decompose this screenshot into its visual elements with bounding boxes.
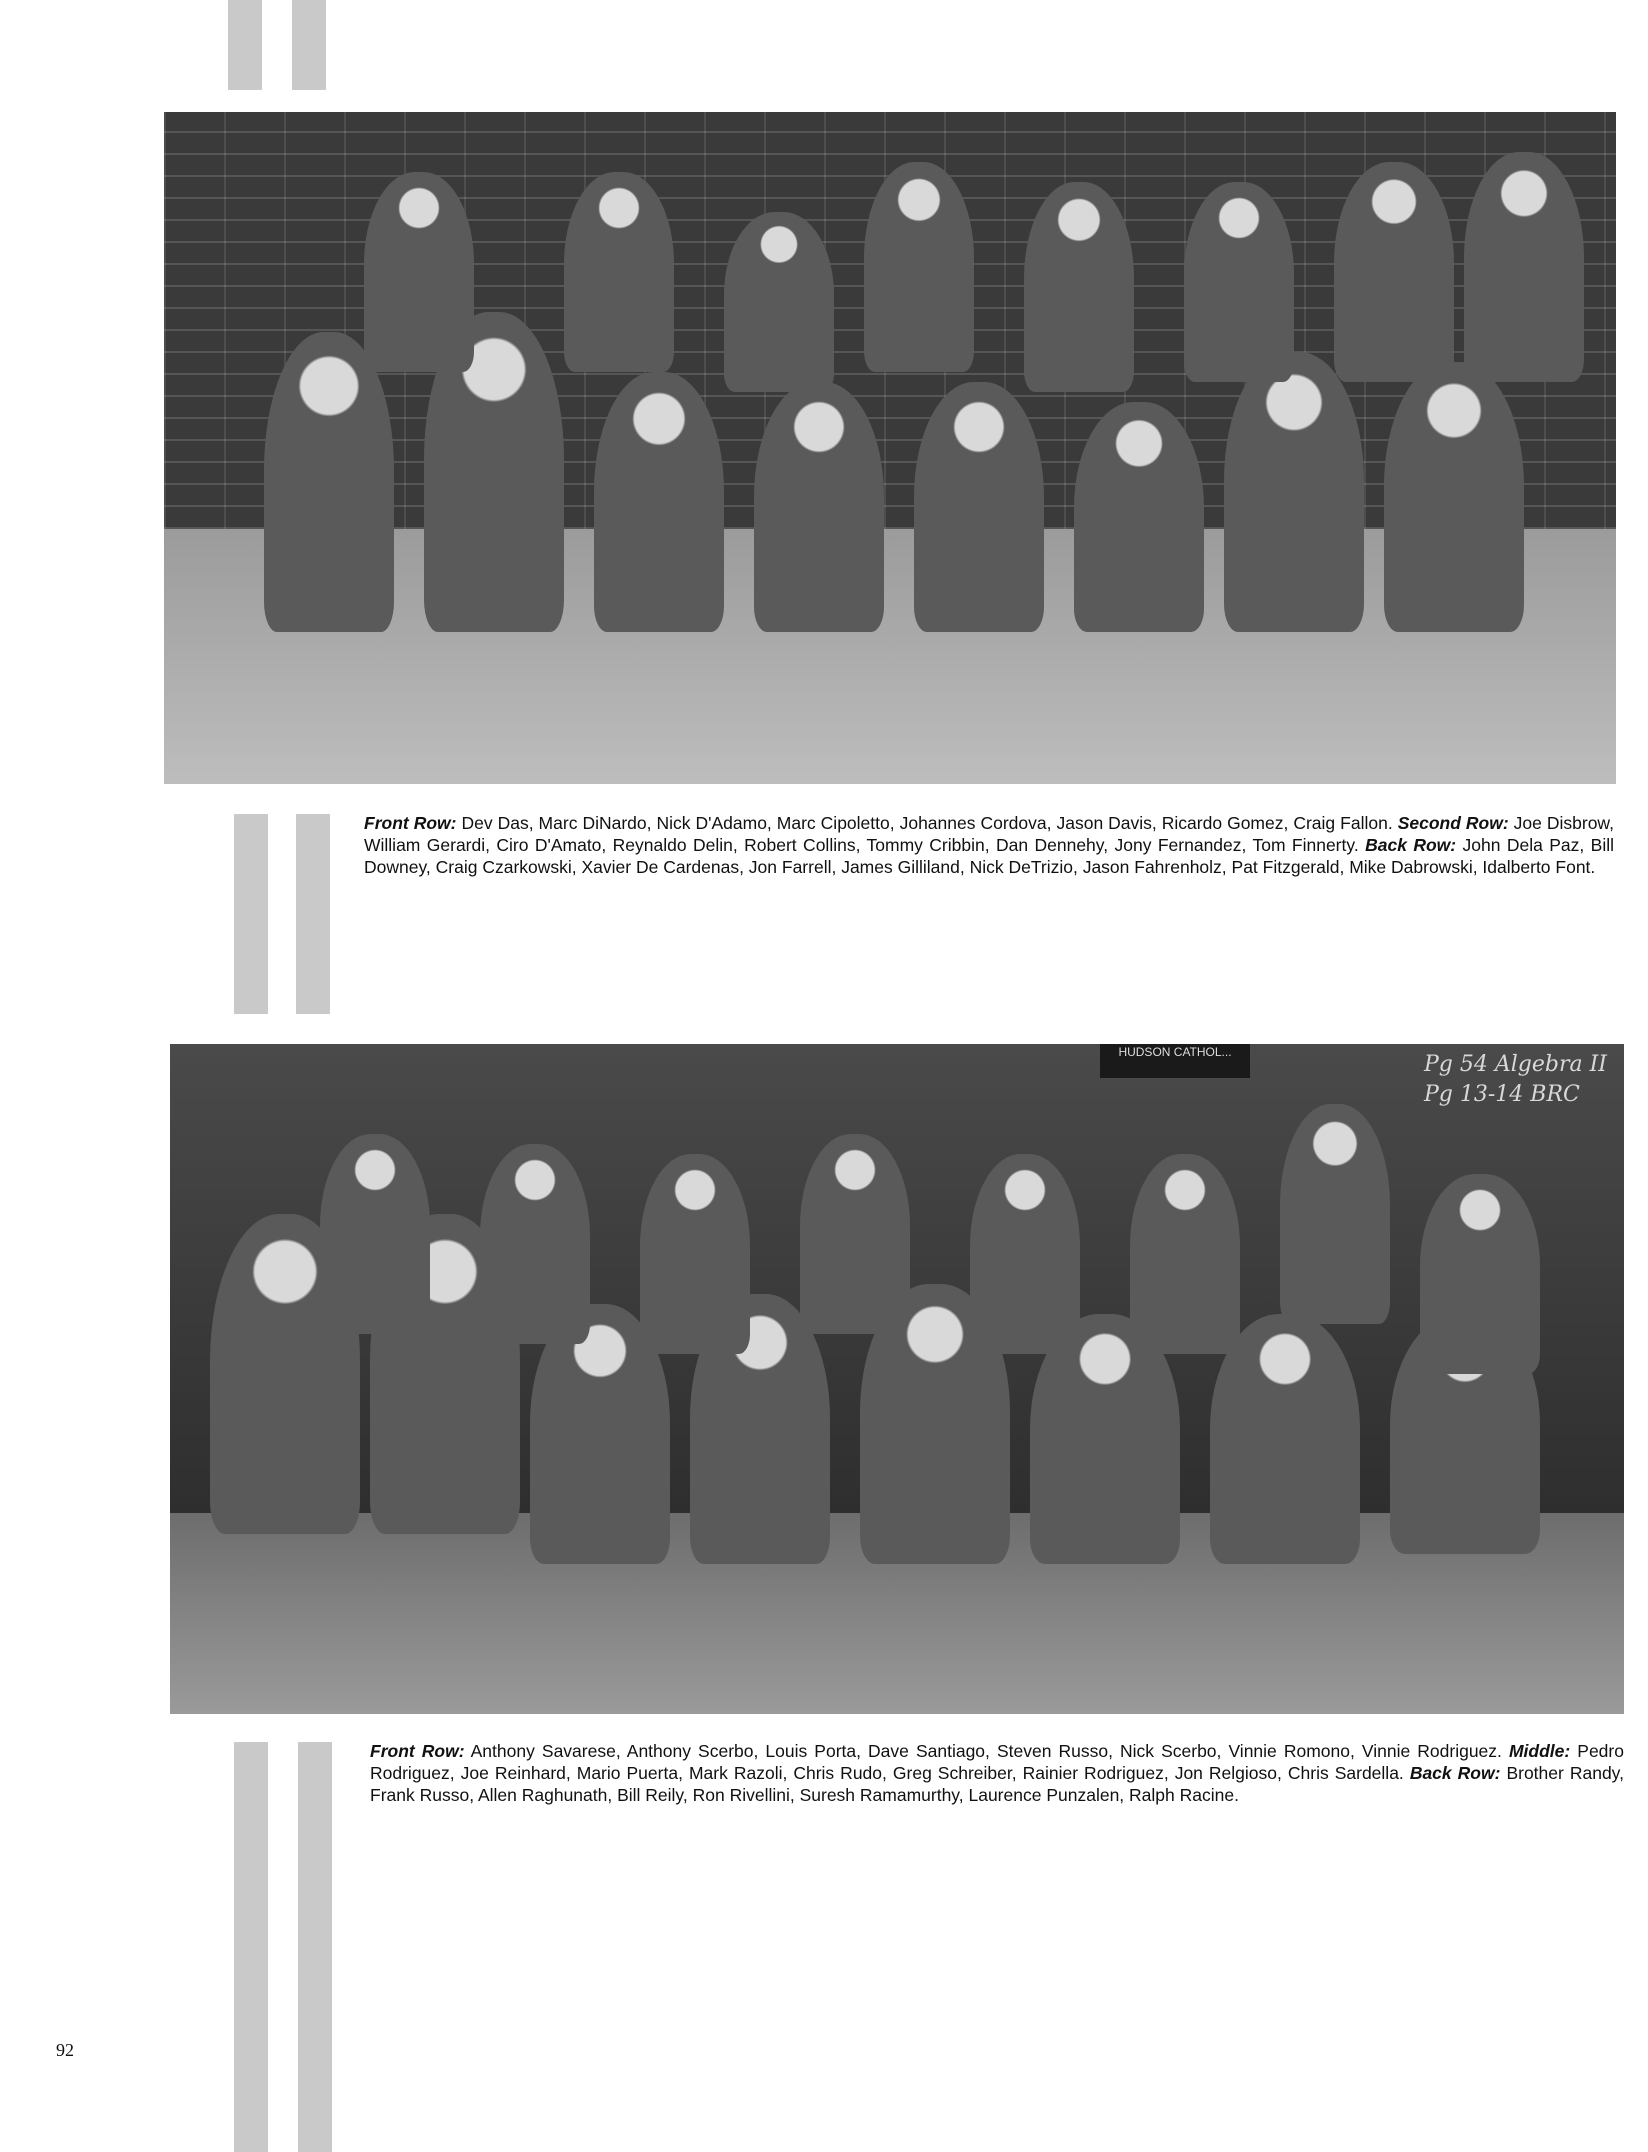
student-figure bbox=[1464, 152, 1584, 382]
student-figure bbox=[320, 1134, 430, 1334]
student-figure bbox=[364, 172, 474, 372]
back-row-names: John Dela Paz, Bill Downey, Craig Czarkowski, Xavier De Cardenas, Jon Farrell, James Gilliland, Nick DeTrizio, Jason Fahrenholz, Pat Fitzgerald, Mike Dabrowski, Idalberto Font. bbox=[364, 835, 1614, 877]
bottom-group-photo bbox=[170, 1044, 1624, 1714]
student-figure bbox=[914, 382, 1044, 632]
top-caption bbox=[364, 812, 1614, 878]
decorative-bar bbox=[228, 0, 262, 90]
student-figure bbox=[1280, 1104, 1390, 1324]
student-figure bbox=[1074, 402, 1204, 632]
student-figure bbox=[1024, 182, 1134, 392]
student-figure bbox=[1420, 1174, 1540, 1374]
student-figure bbox=[1224, 352, 1364, 632]
back-row-label: Back Row: bbox=[1409, 1763, 1501, 1783]
second-row-names: Joe Disbrow, William Gerardi, Ciro D'Amato, Reynaldo Delin, Robert Collins, Tommy Cribbin, Dan Dennehy, Jony Fernandez, Tom Finnerty. bbox=[364, 813, 1614, 855]
front-row-names: Dev Das, Marc DiNardo, Nick D'Adamo, Marc Cipoletto, Johannes Cordova, Jason Davis, Ricardo Gomez, Craig Fallon. bbox=[461, 813, 1393, 833]
decorative-bar bbox=[292, 0, 326, 90]
back-row-label: Back Row: bbox=[1365, 835, 1457, 855]
student-figure bbox=[480, 1144, 590, 1344]
student-figure bbox=[754, 382, 884, 632]
second-row-label: Second Row: bbox=[1397, 813, 1509, 833]
student-figure bbox=[800, 1134, 910, 1334]
middle-row-names: Pedro Rodriguez, Joe Reinhard, Mario Puerta, Mark Razoli, Chris Rudo, Greg Schreiber, Rainier Rodriguez, Jon Relgioso, Chris Sardella. bbox=[370, 1741, 1624, 1783]
middle-row-label: Middle: bbox=[1508, 1741, 1571, 1761]
front-row-label: Front Row: bbox=[370, 1741, 465, 1761]
student-figure bbox=[264, 332, 394, 632]
student-figure bbox=[970, 1154, 1080, 1354]
chalkboard-note: Pg 54 Algebra II Pg 13-14 BRC bbox=[1424, 1052, 1607, 1107]
front-row-names: Anthony Savarese, Anthony Scerbo, Louis Porta, Dave Santiago, Steven Russo, Nick Scerbo, Vinnie Romono, Vinnie Rodriguez. bbox=[470, 1741, 1502, 1761]
student-figure bbox=[1384, 362, 1524, 632]
bottom-caption bbox=[370, 1740, 1624, 1806]
student-figure bbox=[1130, 1154, 1240, 1354]
front-row-label: Front Row: bbox=[364, 813, 457, 833]
student-figure bbox=[594, 372, 724, 632]
student-figure bbox=[1334, 162, 1454, 382]
top-group-photo bbox=[164, 112, 1616, 784]
back-row-names: Brother Randy, Frank Russo, Allen Raghunath, Bill Reily, Ron Rivellini, Suresh Ramamurthy, Laurence Punzalen, Ralph Racine. bbox=[370, 1763, 1624, 1805]
decorative-bar bbox=[234, 814, 268, 1014]
decorative-bar bbox=[296, 814, 330, 1014]
page-number: 92 bbox=[56, 2040, 74, 2060]
student-figure bbox=[1184, 182, 1294, 382]
student-figure bbox=[864, 162, 974, 372]
school-pennant: HUDSON CATHOL... bbox=[1100, 1044, 1250, 1078]
decorative-bar bbox=[234, 1742, 268, 2152]
decorative-bar bbox=[298, 1742, 332, 2152]
student-figure bbox=[640, 1154, 750, 1354]
student-figure bbox=[724, 212, 834, 392]
student-figure bbox=[564, 172, 674, 372]
